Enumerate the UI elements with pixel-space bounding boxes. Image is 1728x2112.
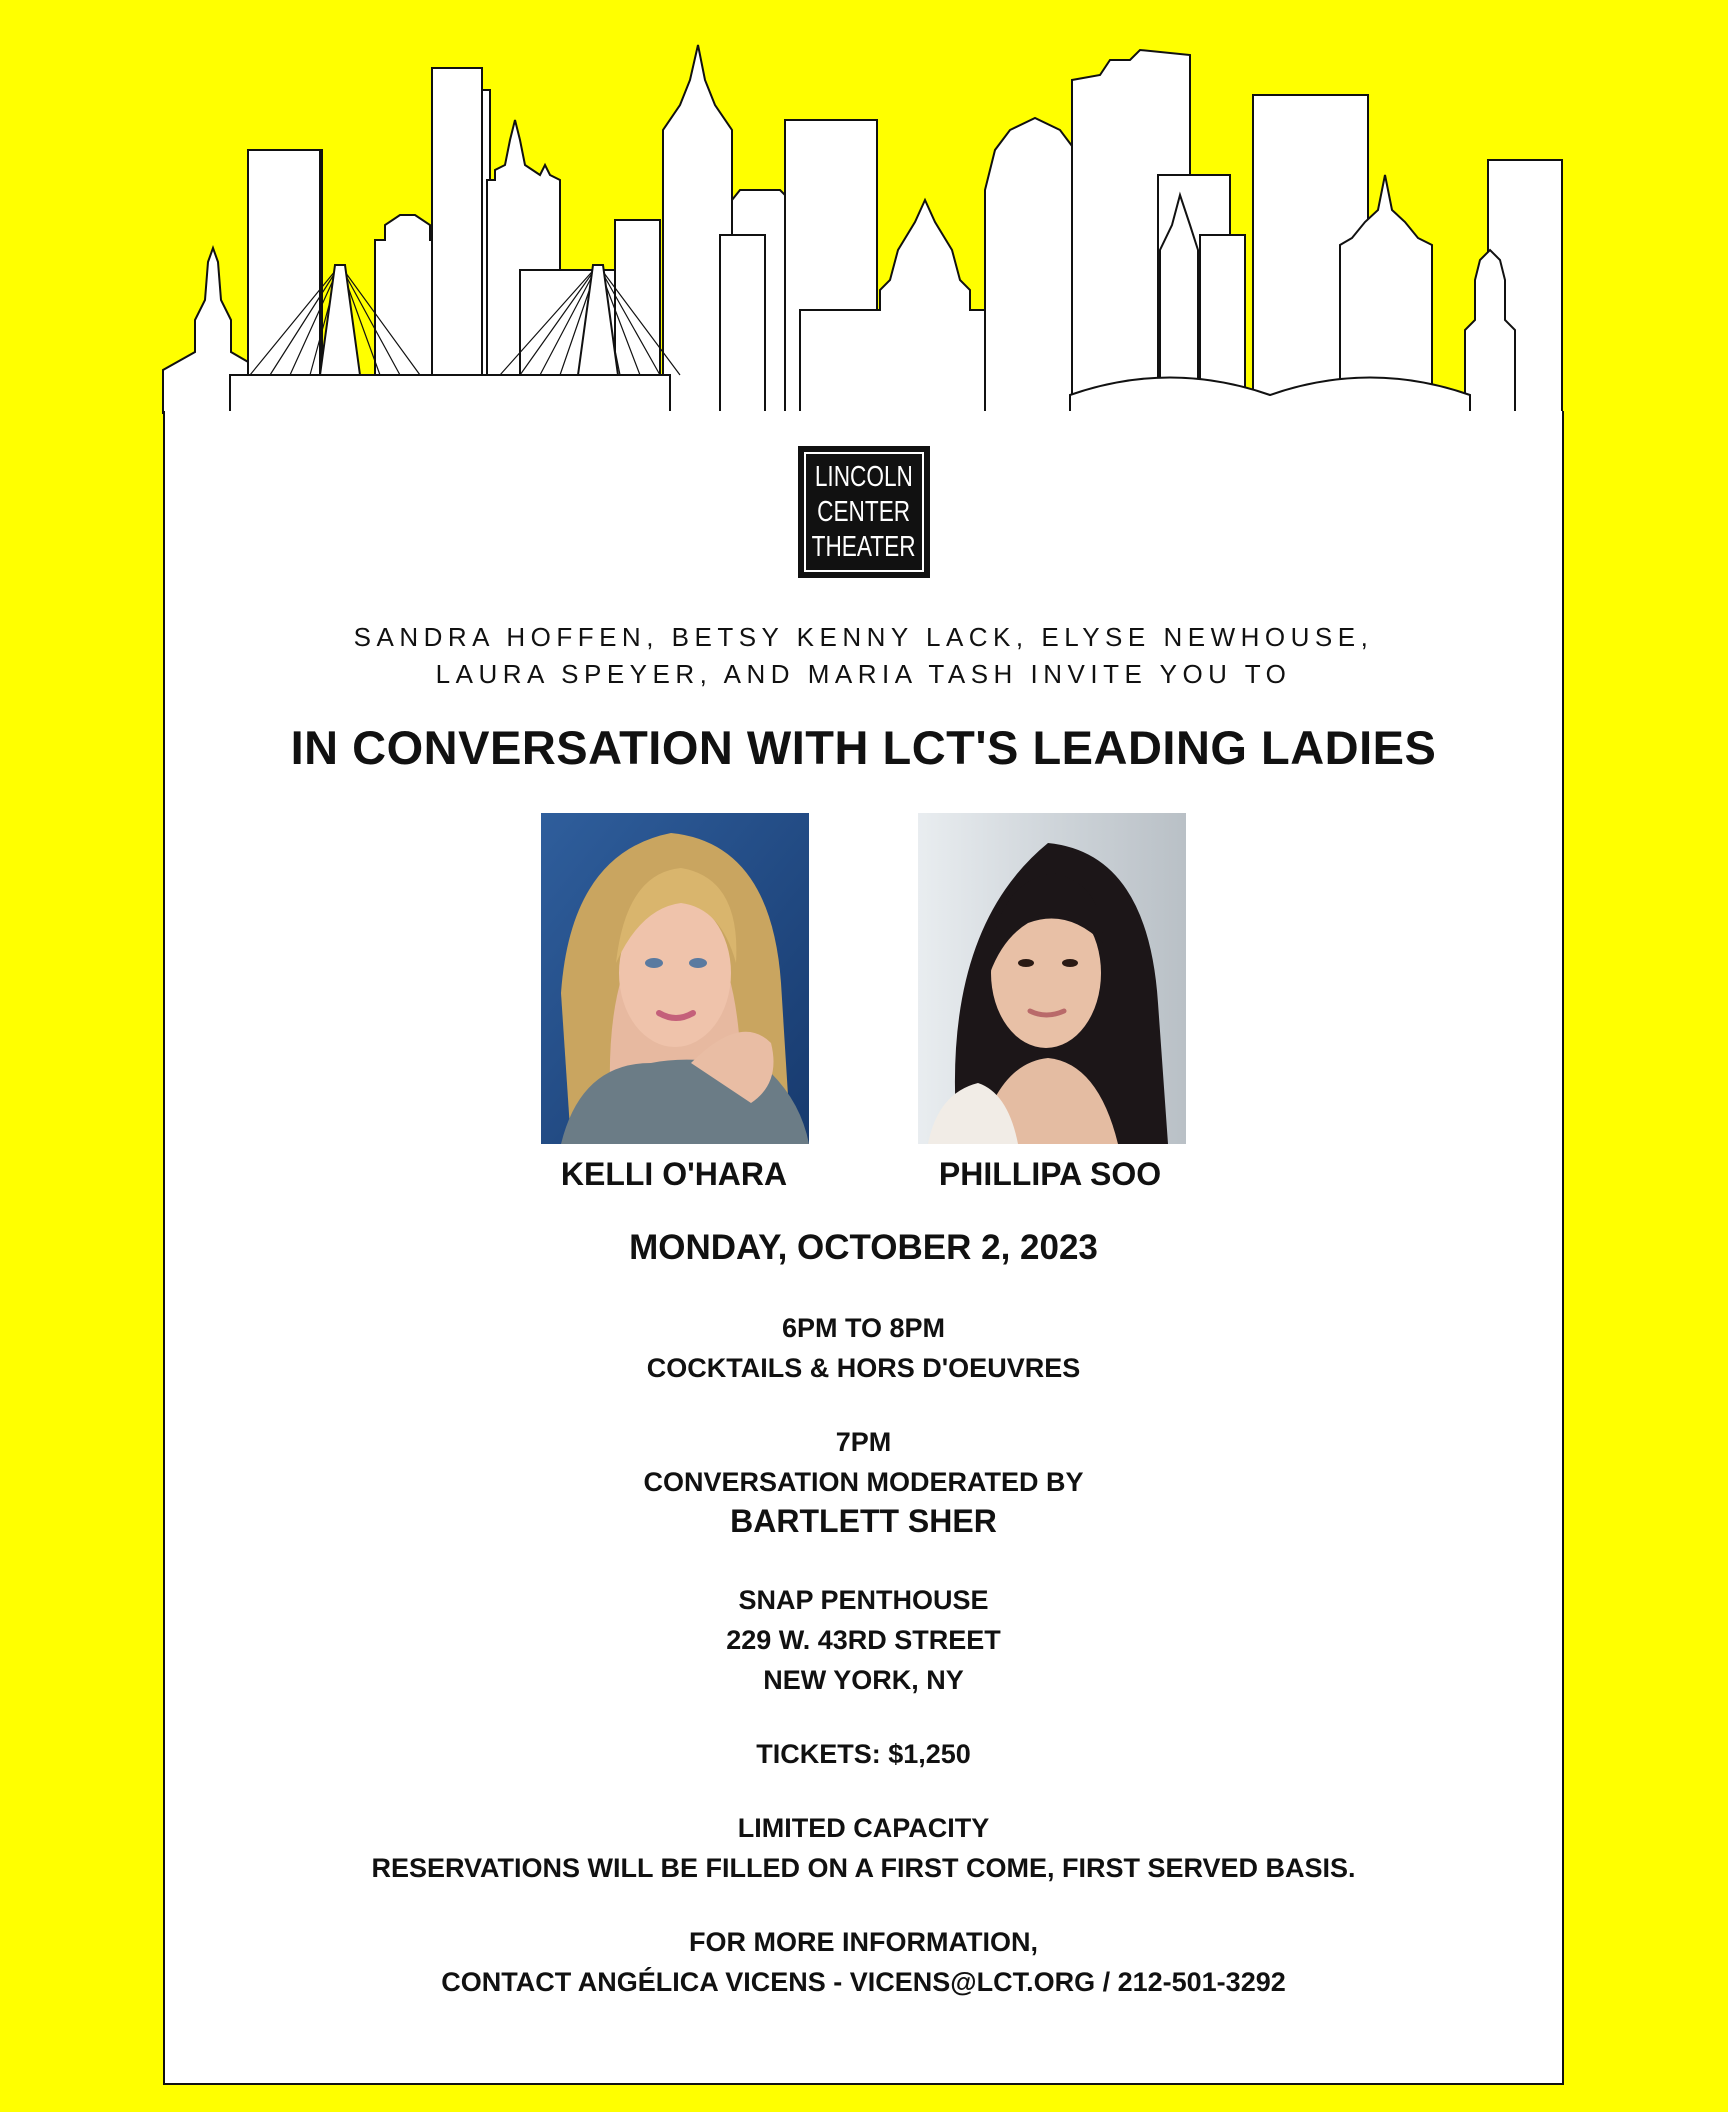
city-skyline-illustration <box>0 0 1728 420</box>
moderator-name: BARTLETT SHER <box>730 1503 997 1539</box>
venue-city: NEW YORK, NY <box>763 1665 964 1695</box>
hosts-line-1: SANDRA HOFFEN, BETSY KENNY LACK, ELYSE NEWHOUSE, <box>353 622 1374 652</box>
capacity-note: LIMITED CAPACITY <box>737 1813 990 1843</box>
contact-line: CONTACT ANGÉLICA VICENS - VICENS@LCT.ORG / 212-501-3292 <box>441 1967 1286 1997</box>
info-heading: FOR MORE INFORMATION, <box>689 1927 1038 1957</box>
event-date: MONDAY, OCTOBER 2, 2023 <box>629 1228 1098 1267</box>
venue-street: 229 W. 43RD STREET <box>726 1625 1001 1655</box>
conversation-description: CONVERSATION MODERATED BY <box>643 1467 1084 1497</box>
ticket-price: TICKETS: $1,250 <box>756 1739 971 1769</box>
invitation-card <box>163 411 1564 2085</box>
logo-line: LINCOLN <box>814 460 914 493</box>
cocktails-description: COCKTAILS & HORS D'OEUVRES <box>646 1353 1081 1383</box>
cocktails-time: 6PM TO 8PM <box>781 1313 946 1343</box>
venue-name: SNAP PENTHOUSE <box>738 1585 989 1615</box>
lincoln-center-theater-logo <box>798 446 930 578</box>
logo-line: THEATER <box>812 530 916 563</box>
phillipa-soo-photo <box>918 813 1186 1144</box>
kelli-ohara-photo <box>541 813 809 1144</box>
guest-name-kelli: KELLI O'HARA <box>560 1156 788 1192</box>
guest-name-phillipa: PHILLIPA SOO <box>938 1156 1162 1192</box>
reservation-note: RESERVATIONS WILL BE FILLED ON A FIRST COME, FIRST SERVED BASIS. <box>371 1853 1356 1883</box>
logo-line: CENTER <box>817 495 911 528</box>
conversation-time: 7PM <box>835 1427 892 1457</box>
event-title: IN CONVERSATION WITH LCT'S LEADING LADIES <box>290 721 1437 774</box>
hosts-line-2: LAURA SPEYER, AND MARIA TASH INVITE YOU TO <box>435 659 1292 689</box>
